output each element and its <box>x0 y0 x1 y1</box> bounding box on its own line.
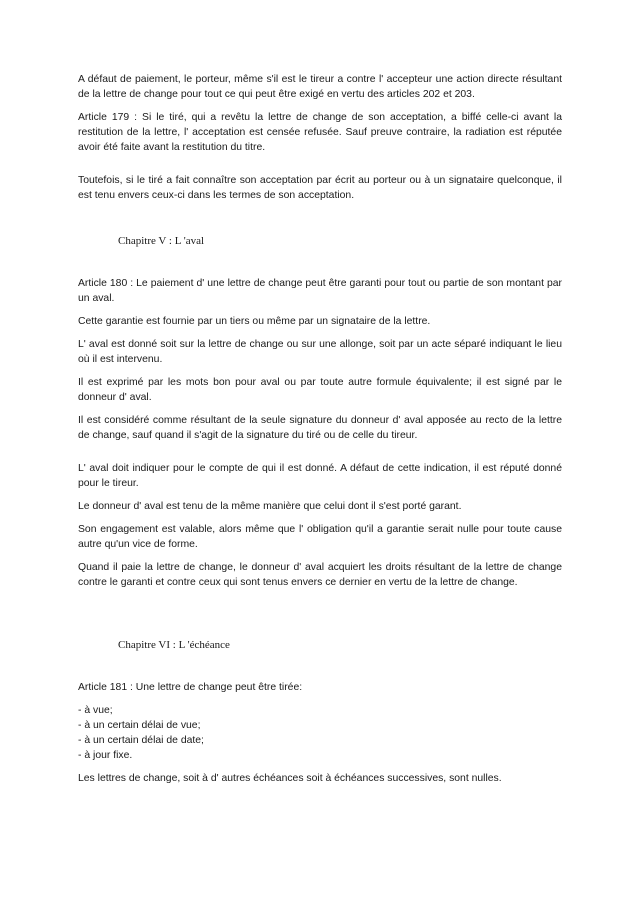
spacer <box>78 211 562 234</box>
echeance-list <box>78 703 562 763</box>
document-body <box>78 72 562 794</box>
paragraph-article-180: Article 180 : Le paiement d' une lettre de change peut être garanti pour tout ou partie de son montant par un aval. <box>78 278 562 304</box>
paragraph-aval-indiquer: L' aval doit indiquer pour le compte de qui il est donné. A défaut de cette indication, il est réputé donné pour le tireur. <box>78 463 562 489</box>
paragraph-article-179: Article 179 : Si le tiré, qui a revêtu la lettre de change de son acceptation, a biffé celle-ci avant la restitution de la lettre, l' acceptation est censée refusée. Sauf preuve contraire, la radiation est réputée avoir été faite avant la restitution du titre. <box>78 112 562 153</box>
paragraph-donneur-tenu: Le donneur d' aval est tenu de la même manière que celui dont il s'est porté garant. <box>78 501 462 512</box>
list-item: - à un certain délai de date; <box>78 735 204 746</box>
spacer <box>78 451 562 461</box>
paragraph-aval-exprime: Il est exprimé par les mots bon pour aval ou par toute autre formule équivalente; il est signé par le donneur d' aval. <box>78 377 562 403</box>
paragraph-article-181: Article 181 : Une lettre de change peut être tirée: <box>78 682 303 693</box>
paragraph-aval-considere: Il est considéré comme résultant de la seule signature du donneur d' aval apposée au recto de la lettre de change, sauf quand il s'agit de la signature du tiré ou de celle du tireur. <box>78 415 562 441</box>
spacer <box>78 163 562 173</box>
list-item: - à un certain délai de vue; <box>78 720 201 731</box>
paragraph-aval-donne: L' aval est donné soit sur la lettre de change ou sur une allonge, soit par un acte séparé indiquant le lieu où il est intervenu. <box>78 339 562 365</box>
list-item: - à jour fixe. <box>78 750 133 761</box>
paragraph-toutefois: Toutefois, si le tiré a fait connaître son acceptation par écrit au porteur ou à un signataire quelconque, il est tenu envers ceux-ci dans les termes de son acceptation. <box>78 175 562 201</box>
paragraph-garantie: Cette garantie est fournie par un tiers ou même par un signataire de la lettre. <box>78 316 431 327</box>
spacer <box>78 598 562 638</box>
paragraph-lettres-nulles: Les lettres de change, soit à d' autres échéances soit à échéances successives, sont nulles. <box>78 773 502 784</box>
list-item: - à vue; <box>78 705 113 716</box>
paragraph-engagement: Son engagement est valable, alors même que l' obligation qu'il a garantie serait nulle pour toute cause autre qu'un vice de forme. <box>78 524 562 550</box>
paragraph-paie-lettre: Quand il paie la lettre de change, le donneur d' aval acquiert les droits résultant de la lettre de change contre le garanti et contre ceux qui sont tenus envers ce dernier en vertu de la lettre de change. <box>78 562 562 588</box>
chapter-heading-aval: Chapitre V : L 'aval <box>118 235 205 247</box>
paragraph-defaut-paiement: A défaut de paiement, le porteur, même s'il est le tireur a contre l' accepteur une action directe résultant de la lettre de change pour tout ce qui peut être exigé en vertu des articles 202 et 203. <box>78 74 562 100</box>
chapter-heading-echeance: Chapitre VI : L 'échéance <box>118 639 230 651</box>
